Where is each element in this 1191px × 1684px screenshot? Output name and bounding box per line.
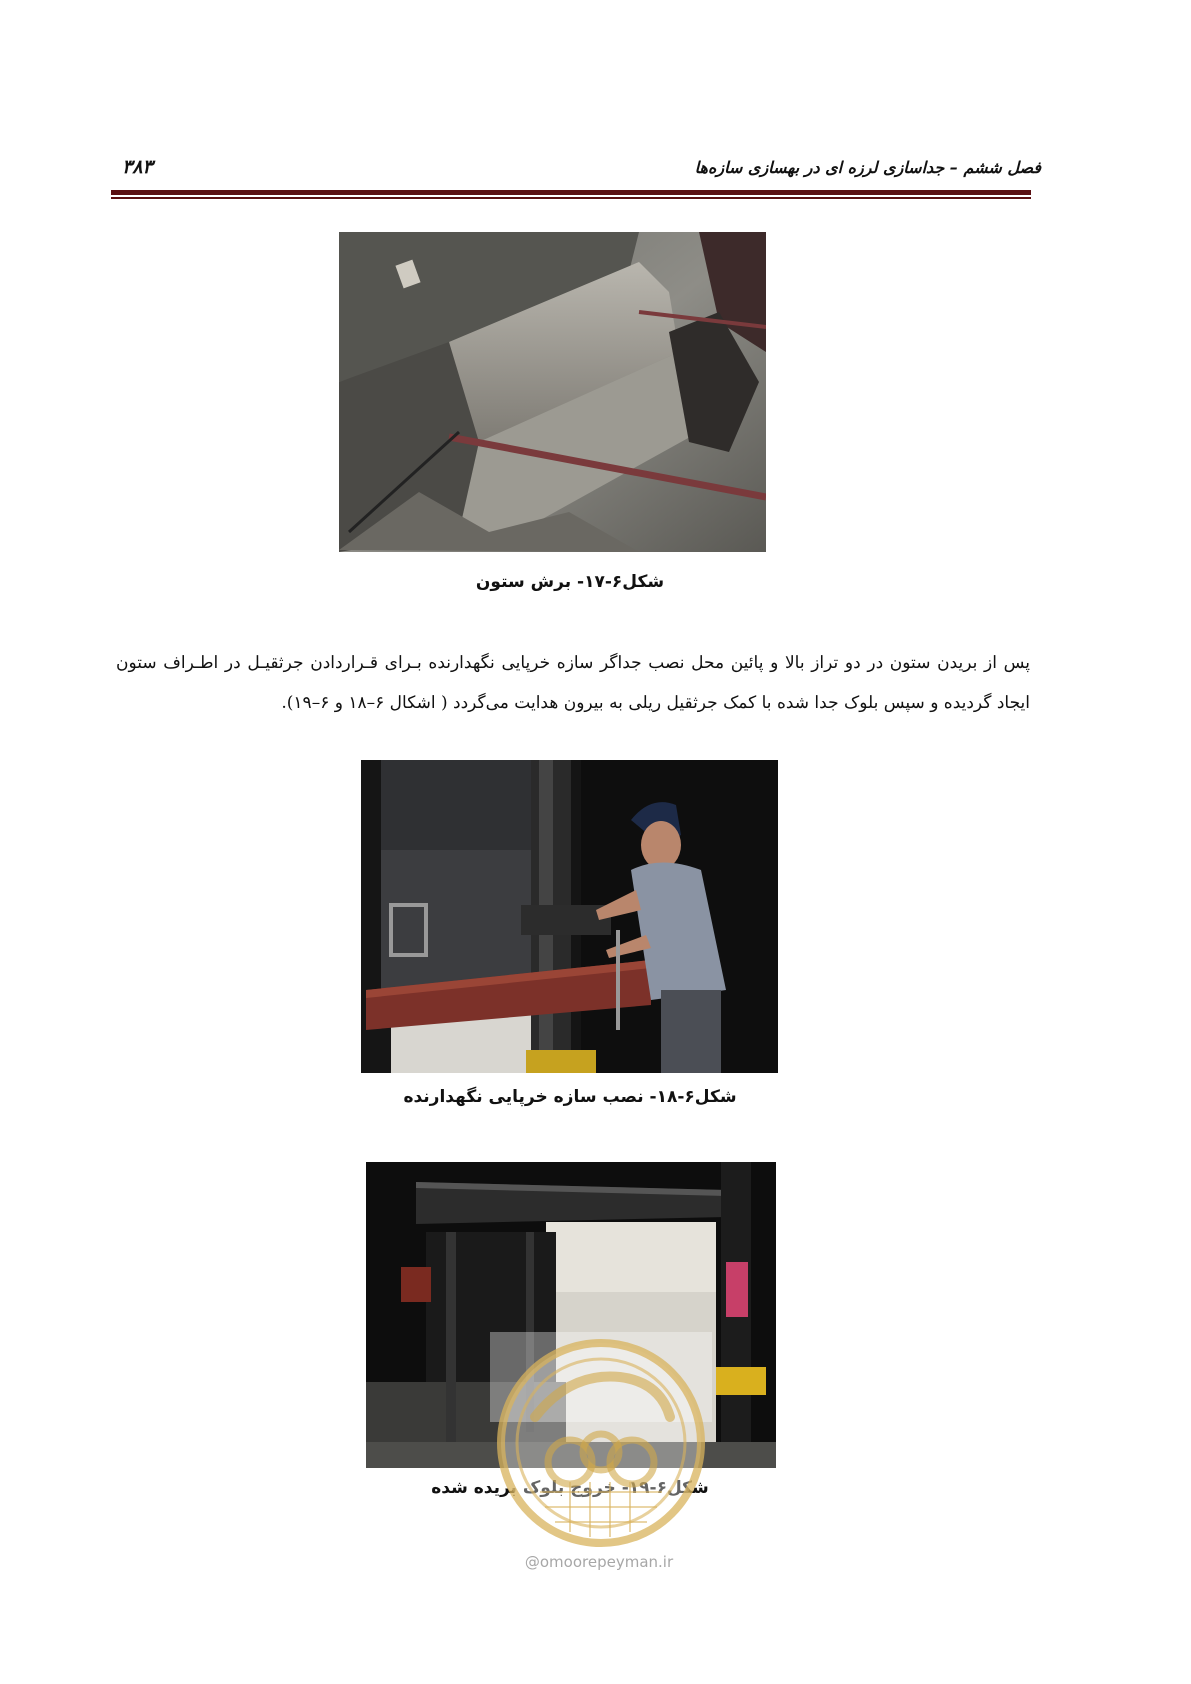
page-number: ۳۸۳ [122,156,153,178]
figure-caption: شکل۶-۱۹- خروج بلوک بریده شده [431,1478,709,1498]
header-rule [111,190,1031,195]
chapter-title: فصل ششم – جداسازی لرزه ای در بهسازی سازه‌ها [694,158,1041,177]
header-rule-thin [111,197,1031,199]
omoore-peyman-seal-icon [490,1332,712,1554]
watermark-url: @omoorepeyman.ir [524,1553,674,1571]
figure-caption: شکل۶-۱۷- برش ستون [475,572,665,592]
body-paragraph: پس از بریدن ستون در دو تراز بالا و پائین محل نصب جداگر سازه خرپایی نگهدارنده بـرای قـراردادن جرثقیـل در اطـراف ستون ایجاد گردیده و سپس بلوک جدا شده با کمک جرثقیل ریلی به بیرون هدایت می‌گردد ( اشکال ۶–۱۸ و ۶–۱۹). [116,653,1030,713]
watermark-at-icon: @ [524,1553,540,1571]
figure-truss-installation-photo [361,760,778,1073]
figure-caption: شکل۶-۱۸- نصب سازه خرپایی نگهدارنده [403,1087,737,1107]
figure-column-cut-photo [339,232,766,552]
